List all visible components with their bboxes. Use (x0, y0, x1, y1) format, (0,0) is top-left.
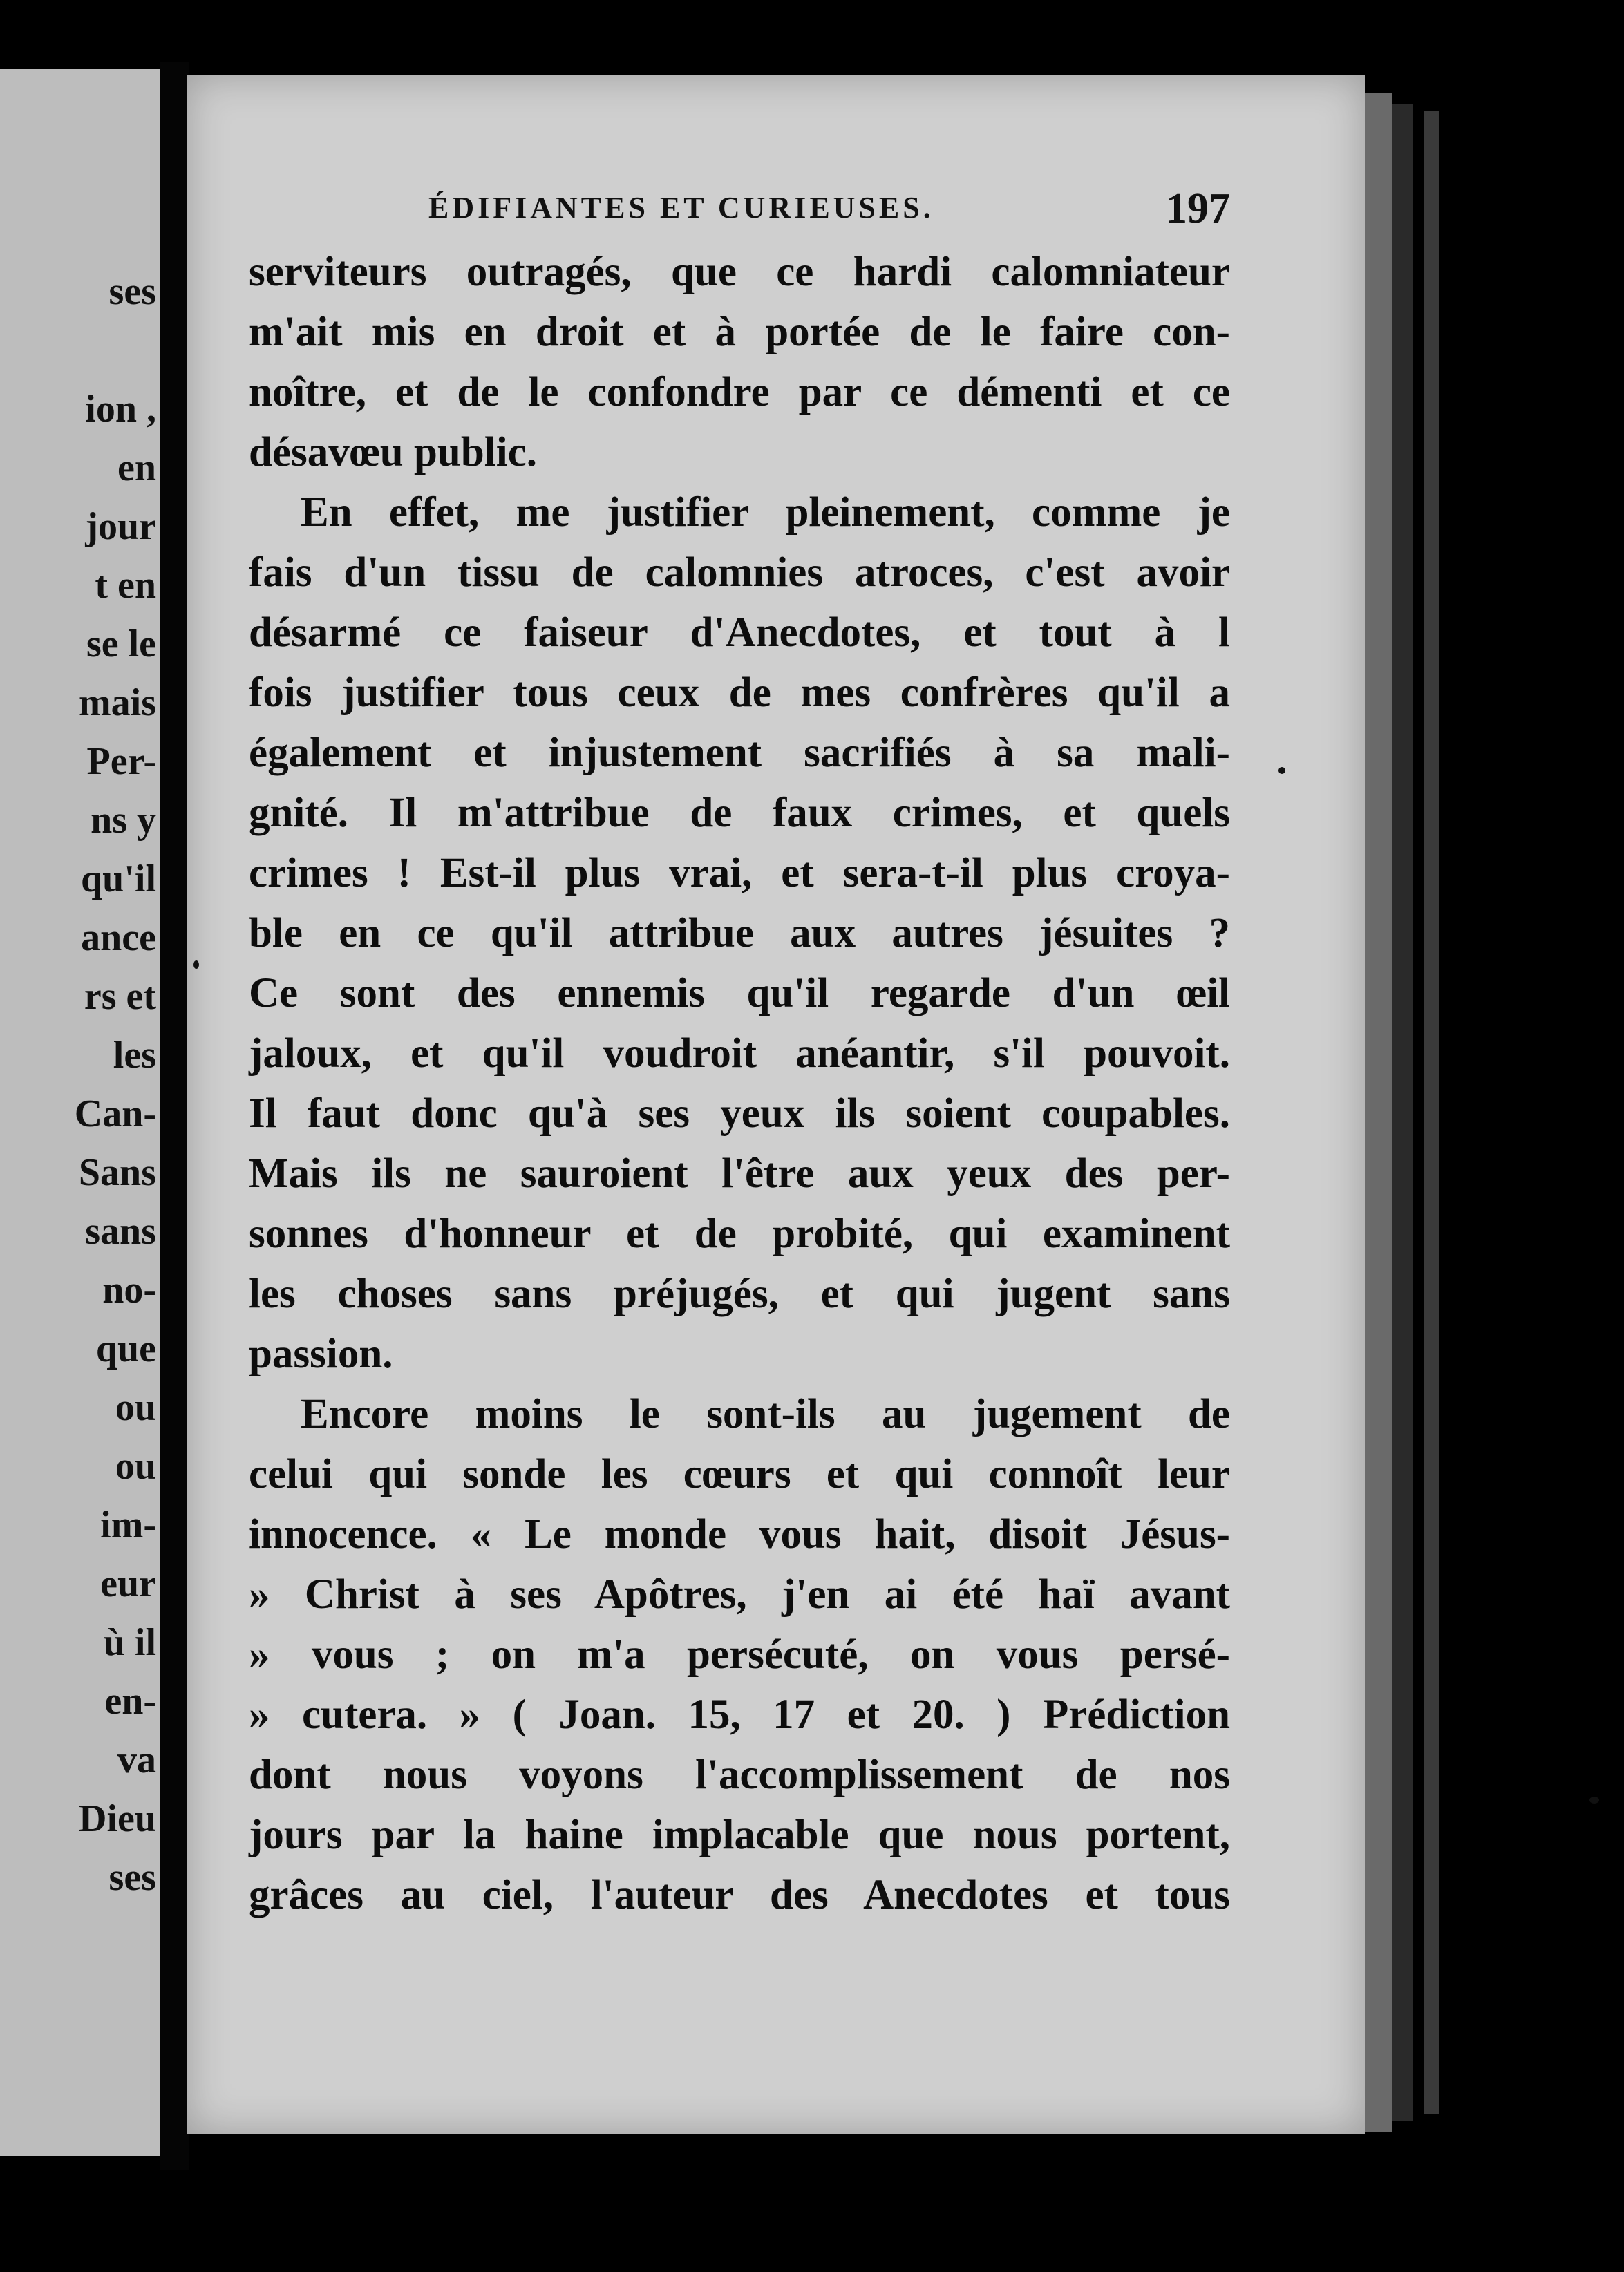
text-line: Il faut donc qu'à ses yeux ils soient coupables. (249, 1090, 1230, 1137)
text-line: fais d'un tissu de calomnies atroces, c'est avoir (249, 549, 1230, 596)
text-line: m'ait mis en droit et à portée de le faire con- (249, 309, 1230, 355)
paragraph (249, 1384, 1230, 1925)
left-page-fragment: ses (108, 270, 156, 313)
left-page-fragment: jour (85, 505, 156, 548)
page-header (249, 185, 1230, 238)
left-page-fragment: sans (85, 1210, 156, 1253)
text-line: passion. (249, 1331, 393, 1377)
text-line: » vous ; on m'a persécuté, on vous persé- (249, 1631, 1230, 1678)
text-line: désavœu public. (249, 429, 537, 475)
left-page-fragment: Can- (74, 1092, 156, 1135)
text-line: fois justifier tous ceux de mes confrères qu'il a (249, 670, 1230, 716)
running-title: ÉDIFIANTES ET CURIEUSES. (428, 191, 934, 225)
text-line: noître, et de le confondre par ce démenti et ce (249, 369, 1230, 415)
page-number: 197 (1166, 185, 1230, 232)
left-page-fragment: ou (115, 1445, 156, 1488)
text-line: serviteurs outragés, que ce hardi calomniateur (249, 249, 1230, 295)
left-page-fragment: no- (102, 1269, 156, 1312)
page-edge (1424, 111, 1439, 2114)
text-line: » cutera. » ( Joan. 15, 17 et 20. ) Prédiction (249, 1692, 1230, 1738)
text-line: jours par la haine implacable que nous portent, (249, 1812, 1230, 1858)
paragraph (249, 242, 1230, 482)
text-line: celui qui sonde les cœurs et qui connoît leur (249, 1451, 1230, 1497)
left-page-fragment: ou (115, 1386, 156, 1429)
text-line: » Christ à ses Apôtres, j'en ai été haï avant (249, 1571, 1230, 1618)
text-line: crimes ! Est-il plus vrai, et sera-t-il plus croya- (249, 850, 1230, 896)
text-line: Ce sont des ennemis qu'il regarde d'un œil (249, 970, 1230, 1016)
left-facing-page (0, 69, 160, 2156)
text-line: également et injustement sacrifiés à sa mali- (249, 730, 1230, 776)
paragraph (249, 482, 1230, 1384)
left-page-fragment: rs et (84, 975, 156, 1018)
page-edge (1365, 93, 1392, 2132)
page-edge (1392, 104, 1413, 2121)
left-page-fragment: mais (79, 681, 156, 724)
text-line: Mais ils ne sauroient l'être aux yeux des per- (249, 1151, 1230, 1197)
text-line: dont nous voyons l'accomplissement de nos (249, 1752, 1230, 1798)
text-line: jaloux, et qu'il voudroit anéantir, s'il pouvoit. (249, 1030, 1230, 1077)
left-page-fragment: va (117, 1739, 156, 1781)
left-page-fragment: en (117, 446, 156, 489)
text-line: En effet, me justifier pleinement, comme je (301, 489, 1230, 536)
text-line: les choses sans préjugés, et qui jugent sans (249, 1271, 1230, 1317)
left-page-fragment: que (95, 1327, 156, 1370)
scan-speck (193, 960, 199, 969)
text-line: ble en ce qu'il attribue aux autres jésuites ? (249, 910, 1230, 956)
left-page-fragment: Per- (86, 740, 156, 783)
text-line: Encore moins le sont-ils au jugement de (301, 1391, 1230, 1437)
text-line: sonnes d'honneur et de probité, qui examinent (249, 1211, 1230, 1257)
left-page-fragment: Sans (78, 1151, 156, 1194)
scan-speck (1589, 1797, 1599, 1804)
left-page-fragment: ù il (103, 1621, 156, 1664)
book-gutter (160, 62, 189, 2170)
scan-speck (1278, 767, 1285, 774)
left-page-fragment: eur (100, 1562, 156, 1605)
left-page-fragment: ns y (91, 799, 156, 842)
left-page-fragment: ses (108, 1856, 156, 1899)
left-page-fragment: t en (95, 564, 156, 607)
body-text (249, 242, 1230, 1925)
left-page-fragment: qu'il (81, 858, 156, 900)
left-page-fragment: les (113, 1034, 156, 1077)
left-page-fragment: Dieu (79, 1797, 156, 1840)
left-page-fragment: en- (104, 1680, 156, 1723)
text-line: innocence. « Le monde vous hait, disoit Jésus- (249, 1511, 1230, 1558)
left-page-fragment: ance (81, 916, 156, 959)
left-page-fragment: se le (86, 623, 156, 665)
left-page-fragment: im- (100, 1504, 156, 1546)
text-line: grâces au ciel, l'auteur des Anecdotes et tous (249, 1872, 1230, 1918)
text-line: gnité. Il m'attribue de faux crimes, et quels (249, 790, 1230, 836)
text-line: désarmé ce faiseur d'Anecdotes, et tout à l (249, 609, 1230, 656)
left-page-fragment: ion , (85, 388, 156, 430)
